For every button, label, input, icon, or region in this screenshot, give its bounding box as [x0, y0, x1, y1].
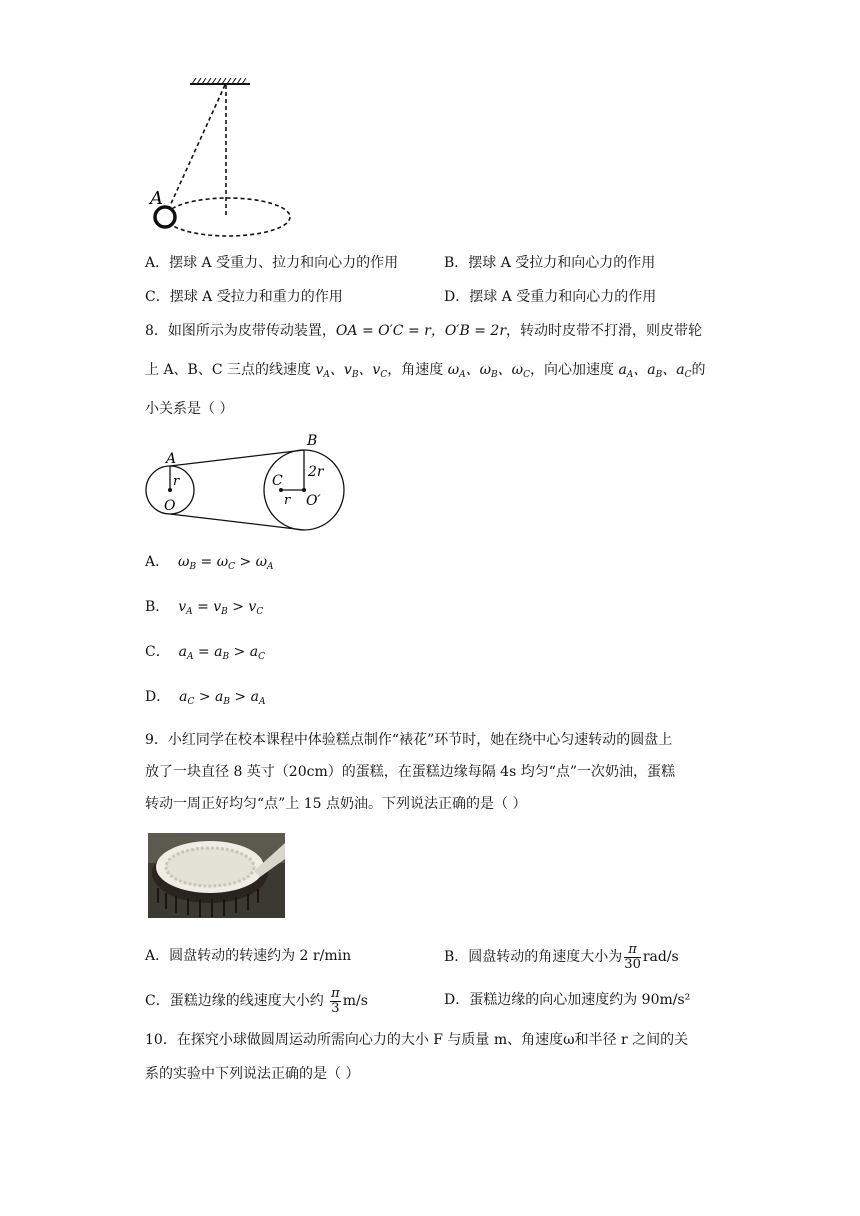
label-r-c: r [284, 493, 291, 508]
label-o-prime: O′ [306, 493, 321, 509]
q8-option-b: B． $v_A = v_B > v_C$ [145, 599, 264, 617]
q9-stem-line3: 转动一周正好均匀“点”上 15 点奶油。下列说法正确的是（ ） [145, 796, 527, 812]
q9-option-c: C．蛋糕边缘的线速度大小约 $\frac{\pi}{3}$ m/s [145, 985, 368, 1016]
q8-stem-line2: 上 A、B、C 三点的线速度 $v_A$、$v_B$、$v_C$，角速度 $\omega_A$、$\omega_B$、$\omega_C$，向心加速度 $a_A$、$a_B$、$a_C$的 [145, 362, 706, 380]
q9-stem-line1: 9．小红同学在校本课程中体验糕点制作“裱花”环节时，她在绕中心匀速转动的圆盘上 [145, 732, 673, 748]
q9-option-d: D．蛋糕边缘的向心加速度约为 90m/s² [444, 992, 691, 1008]
q9-stem-line2: 放了一块直径 8 英寸（20cm）的蛋糕，在蛋糕边缘每隔 4s 均匀“点”一次奶油，蛋糕 [145, 764, 676, 780]
q10-stem-line2: 系的实验中下列说法正确的是（ ） [145, 1066, 360, 1082]
q8-option-c: C． $a_A = a_B > a_C$ [145, 644, 265, 662]
label-c: C [272, 473, 283, 489]
q9-option-a: A．圆盘转动的转速约为 2 r/min [145, 948, 352, 964]
q8-option-d: D． $a_C > a_B > a_A$ [145, 689, 266, 707]
q10-stem-line1: 10．在探究小球做圆周运动所需向心力的大小 F 与质量 m、角速度ω和半径 r 之间的关 [145, 1032, 689, 1048]
belt-drive-figure [140, 430, 360, 536]
q9-option-b: B．圆盘转动的角速度大小为 $\frac{\pi}{30}$ rad/s [444, 941, 679, 972]
label-2r: 2r [308, 464, 324, 480]
q8-stem-line3: 小关系是（ ） [145, 401, 234, 417]
q8-stem-line1: 8．如图所示为皮带传动装置，OA = O′C = r，O′B = 2r，转动时皮带不打滑，则皮带轮 [145, 323, 703, 339]
cake-photo [148, 833, 285, 918]
q8-option-a: A． $\omega_B = \omega_C > \omega_A$ [145, 554, 274, 572]
ball-label-a: A [150, 188, 163, 209]
q7-option-b: B．摆球 A 受拉力和向心力的作用 [444, 255, 656, 271]
label-b: B [307, 433, 318, 449]
q7-option-c: C．摆球 A 受拉力和重力的作用 [145, 289, 343, 305]
q7-option-a: A．摆球 A 受重力、拉力和向心力的作用 [145, 255, 399, 271]
label-r-small: r [173, 474, 180, 489]
q7-option-d: D．摆球 A 受重力和向心力的作用 [444, 289, 657, 305]
label-a: A [166, 451, 177, 467]
conical-pendulum-figure [140, 78, 310, 238]
label-o: O [164, 498, 176, 514]
